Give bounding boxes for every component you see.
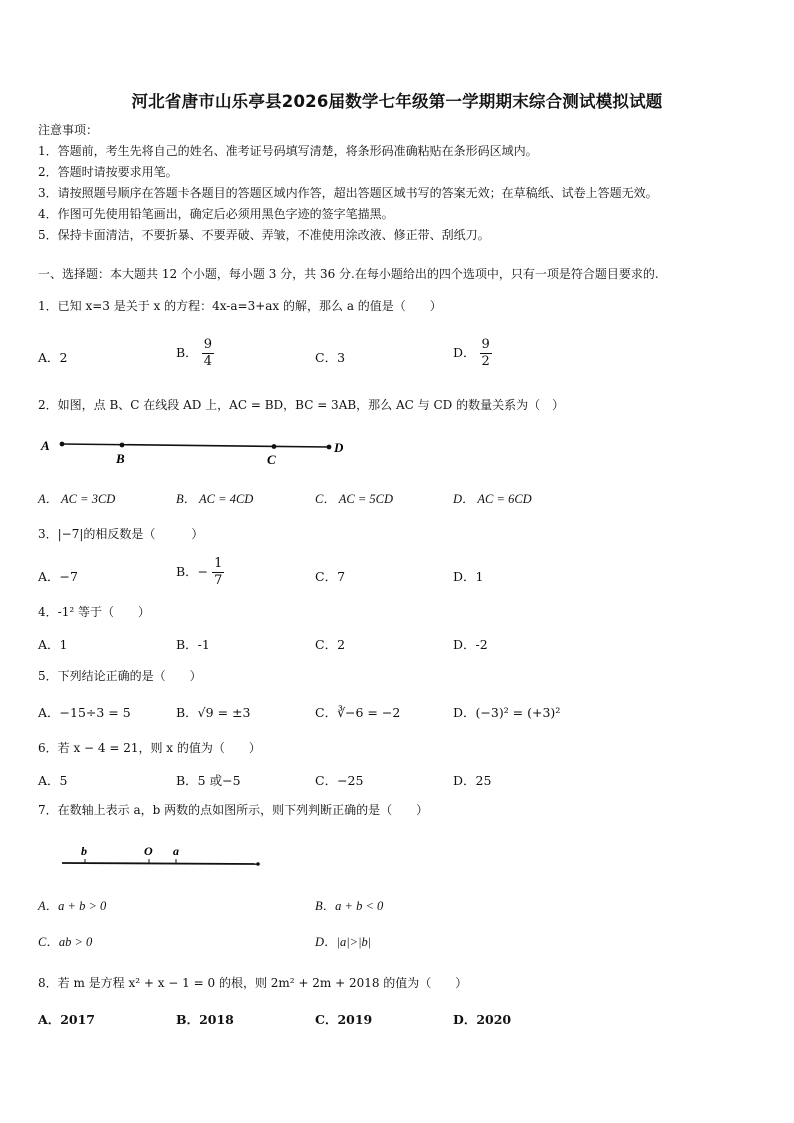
notice-item: 2．答题时请按要求用笔。 [38, 165, 178, 179]
q4-option-d[interactable]: D．-2 [453, 637, 488, 652]
label-a: a [173, 844, 179, 858]
fraction-denominator: 7 [214, 573, 223, 588]
q1-option-b-label: B． [176, 345, 198, 360]
q2-option-d[interactable]: D． AC = 6CD [453, 492, 532, 506]
number-line-end [256, 862, 260, 866]
q4-option-a[interactable]: A．1 [38, 637, 68, 652]
q2-option-b[interactable]: B． AC = 4CD [176, 492, 254, 506]
q4-option-b[interactable]: B．-1 [176, 637, 210, 652]
q3-option-d[interactable]: D．1 [453, 569, 484, 584]
q6-option-d[interactable]: D．25 [453, 773, 492, 788]
notice-item: 1．答题前，考生先将自己的姓名、准考证号码填写清楚，将条形码准确粘贴在条形码区域内。 [38, 144, 538, 158]
notice-item: 3．请按照题号顺序在答题卡各题目的答题区域内作答，超出答题区域书写的答案无效；在草稿纸、试卷上答题无效。 [38, 186, 658, 200]
q3-option-b-fraction [212, 556, 224, 589]
q7-option-a[interactable]: A．a + b > 0 [38, 899, 107, 913]
notice-item: 5．保持卡面清洁，不要折暴、不要弄破、弄皱，不准使用涂改液、修正带、刮纸刀。 [38, 228, 490, 242]
question-1-stem: 1．已知 x=3 是关于 x 的方程：4x-a=3+ax 的解，那么 a 的值是（ ） [38, 299, 442, 313]
question-8-stem: 8．若 m 是方程 x² + x − 1 = 0 的根，则 2m² + 2m + 2018 的值为（ ） [38, 976, 468, 990]
q5-option-c[interactable]: C．∛−6 = −2 [315, 705, 401, 720]
label-c: C [267, 452, 276, 467]
q8-option-b[interactable]: B．2018 [176, 1012, 234, 1027]
q5-option-a[interactable]: A．−15÷3 = 5 [38, 705, 131, 720]
q7-option-b[interactable]: B．a + b < 0 [315, 899, 384, 913]
number-line [62, 863, 258, 864]
q6-option-b[interactable]: B．5 或−5 [176, 773, 241, 788]
q7-option-d[interactable]: D．|a|>|b| [315, 935, 372, 949]
fraction-denominator: 2 [481, 354, 490, 369]
notice-heading: 注意事项： [38, 123, 99, 137]
q1-option-a[interactable]: A．2 [38, 350, 68, 365]
q3-option-b[interactable] [176, 556, 224, 589]
fraction-numerator: 9 [481, 337, 490, 352]
q8-option-d[interactable]: D．2020 [453, 1012, 512, 1027]
point-c [272, 444, 277, 449]
label-d: D [334, 440, 344, 455]
fraction-denominator: 4 [203, 354, 212, 369]
label-b: B [116, 451, 125, 466]
number-line-figure [56, 842, 266, 870]
q2-option-a[interactable]: A． AC = 3CD [38, 492, 116, 506]
question-5-stem: 5．下列结论正确的是（ ） [38, 669, 202, 683]
label-a: A [41, 438, 50, 453]
q3-option-a[interactable]: A．−7 [38, 569, 78, 584]
point-d [327, 445, 332, 450]
q2-option-c[interactable]: C． AC = 5CD [315, 492, 394, 506]
q6-option-a[interactable]: A．5 [38, 773, 68, 788]
question-6-stem: 6．若 x − 4 = 21，则 x 的值为（ ） [38, 741, 261, 755]
label-o: O [144, 844, 153, 858]
segment-ad-figure [36, 434, 356, 470]
q5-option-b[interactable]: B．√9 = ±3 [176, 705, 251, 720]
exam-title: 河北省唐市山乐亭县2026届数学七年级第一学期期末综合测试模拟试题 [131, 92, 663, 111]
q1-option-b[interactable] [176, 337, 214, 370]
question-2-stem: 2．如图，点 B、C 在线段 AD 上，AC = BD，BC = 3AB，那么 AC 与 CD 的数量关系为（ ） [38, 398, 565, 412]
q5-option-d[interactable]: D．(−3)² = (+3)² [453, 705, 561, 720]
q1-option-d-label: D． [453, 345, 476, 360]
question-3-stem: 3．|−7|的相反数是（ ） [38, 527, 204, 541]
q8-option-c[interactable]: C．2019 [315, 1012, 373, 1027]
question-7-stem: 7．在数轴上表示 a，b 两数的点如图所示，则下列判断正确的是（ ） [38, 803, 429, 817]
q8-option-a[interactable]: A．2017 [38, 1012, 95, 1027]
q6-option-c[interactable]: C．−25 [315, 773, 364, 788]
segment-line [62, 444, 329, 447]
q1-option-c[interactable]: C．3 [315, 350, 346, 365]
q1-option-d-fraction [480, 337, 492, 370]
section-heading: 一、选择题：本大题共 12 个小题，每小题 3 分，共 36 分.在每小题给出的四个选项中，只有一项是符合题目要求的. [38, 267, 659, 281]
question-4-stem: 4．-1² 等于（ ） [38, 605, 150, 619]
q1-option-b-fraction [202, 337, 214, 370]
label-b: b [81, 844, 87, 858]
q7-option-c[interactable]: C．ab > 0 [38, 935, 93, 949]
q1-option-d[interactable] [453, 337, 492, 370]
fraction-numerator: 1 [214, 556, 223, 571]
point-b [120, 443, 125, 448]
notice-item: 4．作图可先使用铅笔画出，确定后必须用黑色字迹的签字笔描黑。 [38, 207, 394, 221]
point-a [60, 442, 65, 447]
fraction-numerator: 9 [203, 337, 212, 352]
q3-option-b-label: B．− [176, 564, 209, 579]
q4-option-c[interactable]: C．2 [315, 637, 346, 652]
q3-option-c[interactable]: C．7 [315, 569, 346, 584]
